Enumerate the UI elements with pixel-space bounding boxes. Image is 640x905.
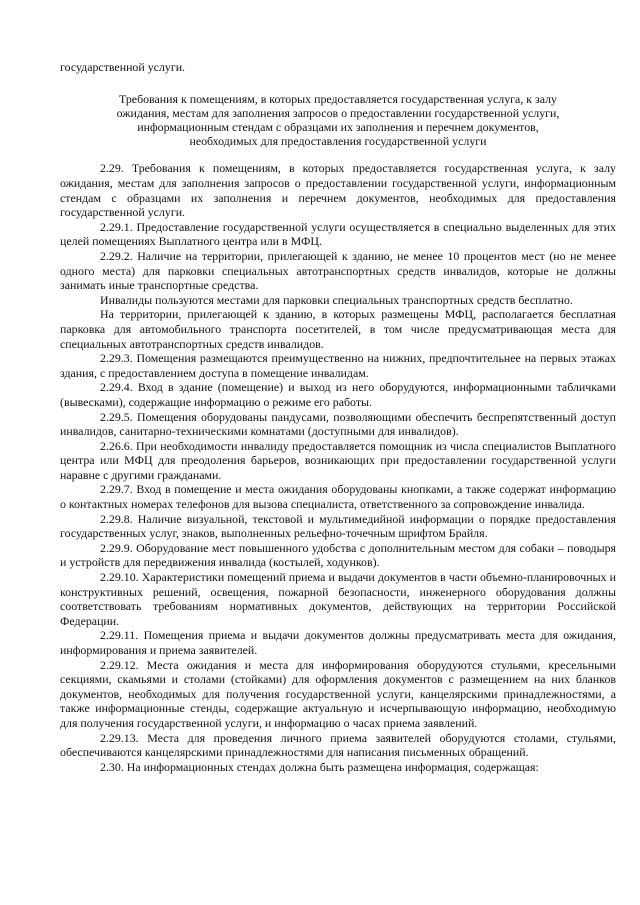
section-title: Требования к помещениям, в которых предоставляется государственная услуга, к залу ожидания, местам для заполнения запросов о предоставлении государственной услуги, информационным стендам с образцами их заполнения и перечнем документов, необходимых для предоставления государственной услуги <box>116 91 560 149</box>
paragraph-2-29-1: 2.29.1. Предоставление государственной услуги осуществляется в специально выделенных для этих целей помещениях Выплатного центра или в МФЦ. <box>60 219 616 249</box>
paragraph-2-29-10: 2.29.10. Характеристики помещений приема и выдачи документов в части объемно-планировочных и конструктивных решений, освещения, пожарной безопасности, инженерного оборудования должны соответствовать требованиям нормативных документов, действующих на территории Российской Федерации. <box>60 570 616 628</box>
paragraph-disabled-parking: Инвалиды пользуются местами для парковки специальных транспортных средств бесплатно. <box>100 292 573 307</box>
paragraph-2-29-9: 2.29.9. Оборудование мест повышенного удобства с дополнительным местом для собаки – поводыря и устройств для передвижения инвалида (костылей, ходунков). <box>60 540 616 570</box>
paragraph-2-29-11: 2.29.11. Помещения приема и выдачи документов должны предусматривать места для ожидания, информирования и приема заявителей. <box>60 628 616 657</box>
continuation-text: государственной услуги. <box>60 60 186 74</box>
paragraph-2-29-7: 2.29.7. Вход в помещение и места ожидания оборудованы кнопками, а также содержат информацию о контактных номерах телефонов для вызова специалиста, ответственного за сопровождение инвалида. <box>60 482 616 512</box>
paragraph-2-29-13: 2.29.13. Места для проведения личного приема заявителей оборудуются столами, стульями, обеспечиваются канцелярскими принадлежностями для написания письменных обращений. <box>60 730 616 760</box>
paragraph-2-29-12: 2.29.12. Места ожидания и места для информирования оборудуются стульями, кресельными секциями, скамьями и столами (стойками) для оформления документов с размещением на них бланков документов, необходимых для получения государственной услуги, канцелярскими принадлежностями, а также информационные стенды, содержащие актуальную и исчерпывающую информацию, необходимую для получения государственной услуги, и информацию о часах приема заявлений. <box>60 657 616 730</box>
paragraph-2-29-4: 2.29.4. Вход в здание (помещение) и выход из него оборудуются, информационными табличками (вывесками), содержащие информацию о режиме его работы. <box>60 380 616 409</box>
paragraph-2-29: 2.29. Требования к помещениям, в которых предоставляется государственная услуга, к залу ожидания, местам для заполнения запросов о предоставлении государственной услуги, информационным стендам с образцами их заполнения и перечнем документов, необходимых для предоставления государственной услуги. <box>60 161 616 220</box>
paragraph-2-29-8: 2.29.8. Наличие визуальной, текстовой и мультимедийной информации о порядке предоставления государственных услуг, знаков, выполненных рельефно-точечным шрифтом Брайля. <box>60 511 616 541</box>
paragraph-2-30: 2.30. На информационных стендах должна быть размещена информация, содержащая: <box>100 759 539 774</box>
document-page <box>60 60 616 774</box>
paragraph-2-29-3: 2.29.3. Помещения размещаются преимущественно на нижних, предпочтительнее на первых этажах здания, с предоставлением доступа в помещение инвалидам. <box>60 351 616 380</box>
paragraph-2-26-6: 2.26.6. При необходимости инвалиду предоставляется помощник из числа специалистов Выплатного центра или МФЦ для преодоления барьеров, возникающих при предоставлении государственной услуги наравне с другими гражданами. <box>60 438 616 482</box>
paragraph-2-29-5: 2.29.5. Помещения оборудованы пандусами, позволяющими обеспечить беспрепятственный доступ инвалидов, санитарно-техническими комнатами (доступными для инвалидов). <box>60 409 616 439</box>
paragraph-mfc-parking: На территории, прилегающей к зданию, в которых размещены МФЦ, располагается бесплатная парковка для автомобильного транспорта посетителей, в том числе предусматривающая места для специальных автотранспортных средств инвалидов. <box>60 307 616 351</box>
paragraph-2-29-2: 2.29.2. Наличие на территории, прилегающей к зданию, не менее 10 процентов мест (но не менее одного места) для парковки специальных автотранспортных средств инвалидов, которые не должны занимать иные транспортные средства. <box>60 248 616 293</box>
